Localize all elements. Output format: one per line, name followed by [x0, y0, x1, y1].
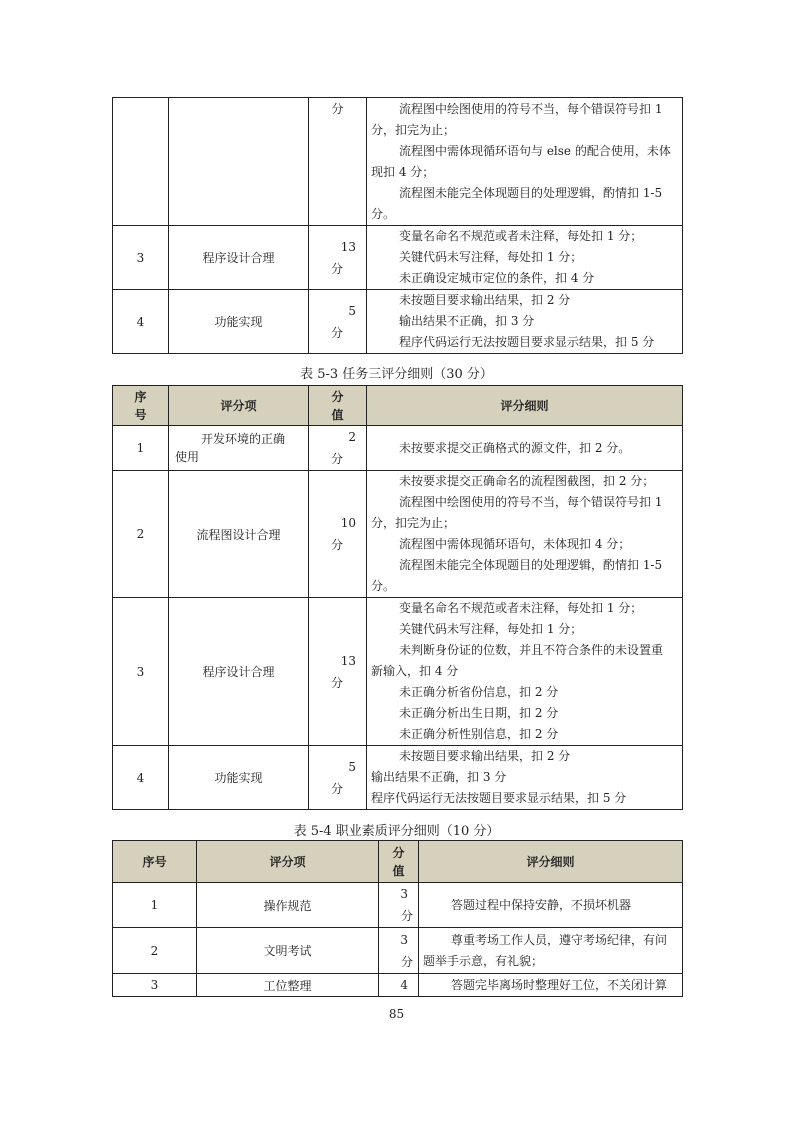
score-number: 13: [340, 653, 356, 668]
score-value: [309, 598, 367, 746]
table-continuation: [112, 97, 683, 354]
scoring-item: 功能实现: [169, 290, 309, 354]
caption-table-5-3: 表 5-3 任务三评分细则（30 分）: [300, 367, 493, 382]
table-5-4-body: [113, 883, 683, 997]
header-item: 评分项: [197, 841, 379, 883]
detail-line: 分。: [371, 579, 396, 593]
header-score: 分 值: [379, 841, 419, 883]
score-unit: 分: [331, 675, 344, 690]
detail-line: 未正确分析性别信息，扣 2 分: [399, 727, 559, 741]
scoring-detail: [367, 426, 683, 471]
scoring-item: 程序设计合理: [169, 598, 309, 746]
score-value: [309, 98, 367, 226]
detail-line: 流程图中绘图使用的符号不当，每个错误符号扣 1: [399, 101, 663, 116]
detail-line: 未判断身份证的位数，并且不符合条件的未设置重: [399, 643, 664, 657]
detail-line: 未正确分析省份信息，扣 2 分: [399, 685, 559, 699]
detail-line: 程序代码运行无法按题目要求显示结果，扣 5 分: [371, 791, 627, 805]
header-item: 评分项: [169, 386, 309, 426]
scoring-detail: [419, 883, 683, 928]
detail-line: 变量名命名不规范或者未注释，每处扣 1 分；: [399, 229, 643, 243]
table-5-3-header: [113, 386, 683, 426]
scoring-detail: [367, 290, 683, 354]
scoring-detail: [367, 98, 683, 226]
detail-line: 未按题目要求输出结果，扣 2 分: [399, 293, 571, 307]
scoring-item-line: 开发环境的正确: [201, 432, 286, 446]
detail-line: 流程图未能完全体现题目的处理逻辑，酌情扣 1-5: [399, 558, 663, 572]
table-row: [113, 226, 683, 290]
row-number: [113, 98, 169, 226]
scoring-item: 工位整理: [197, 974, 379, 997]
score-value: [379, 883, 419, 928]
score-unit: 分: [331, 452, 344, 466]
row-number: 3: [113, 598, 169, 746]
header-score: 分 值: [309, 386, 367, 426]
scoring-detail: [419, 928, 683, 974]
table-row: [113, 974, 683, 997]
detail-line: 未按要求提交正确格式的源文件，扣 2 分。: [399, 440, 631, 455]
caption-table-5-4: 表 5-4 职业素质评分细则（10 分）: [293, 824, 500, 839]
scoring-detail: [367, 226, 683, 290]
detail-line: 流程图中需体现循环语句与 else 的配合使用，未体: [399, 143, 671, 158]
scoring-item: [169, 98, 309, 226]
scoring-item: [169, 426, 309, 471]
scoring-item: 文明考试: [197, 928, 379, 974]
score-number: 2: [348, 430, 356, 444]
detail-line: 流程图中需体现循环语句，未体现扣 4 分；: [399, 537, 631, 551]
table-row: [113, 471, 683, 598]
score-value: [379, 928, 419, 974]
scoring-item: 操作规范: [197, 883, 379, 928]
score-unit: 分: [331, 325, 344, 340]
scoring-item: 流程图设计合理: [169, 471, 309, 598]
detail-line: 答题完毕离场时整理好工位，不关闭计算: [451, 977, 668, 992]
header-detail: 评分细则: [367, 386, 683, 426]
score-value: [379, 974, 419, 997]
scoring-detail: [367, 746, 683, 810]
table-row: [113, 746, 683, 810]
table-row: [113, 290, 683, 354]
detail-line: 尊重考场工作人员，遵守考场纪律，有问: [451, 932, 668, 947]
score-value: [309, 226, 367, 290]
table-5-4: [112, 840, 683, 997]
table-row: [113, 426, 683, 471]
table-row: [113, 98, 683, 226]
detail-line: 程序代码运行无法按题目要求显示结果，扣 5 分: [399, 335, 655, 349]
scoring-detail: [367, 598, 683, 746]
page-number: 85: [388, 1007, 405, 1021]
score-unit: 分: [331, 538, 344, 552]
detail-line: 答题过程中保持安静，不损坏机器: [451, 897, 632, 912]
detail-line: 输出结果不正确，扣 3 分: [399, 314, 535, 328]
score-number: 13: [340, 239, 356, 254]
row-number: 2: [113, 928, 197, 974]
table-5-3-body: [113, 426, 683, 810]
row-number: 2: [113, 471, 169, 598]
scoring-detail: [419, 974, 683, 997]
table-5-3: [112, 385, 683, 810]
detail-line: 关键代码未写注释，每处扣 1 分；: [399, 622, 583, 636]
score-number: 3: [400, 887, 408, 901]
detail-line: 分。: [371, 206, 396, 221]
detail-line: 关键代码未写注释，每处扣 1 分；: [399, 250, 583, 264]
score-number: 5: [348, 303, 356, 318]
score-number: 4: [400, 978, 408, 992]
row-number: 4: [113, 746, 169, 810]
header-no: 序 号: [113, 386, 169, 426]
detail-line: 未正确设定城市定位的条件，扣 4 分: [399, 271, 595, 285]
table-row: [113, 598, 683, 746]
row-number: 1: [113, 426, 169, 471]
score-value: [309, 290, 367, 354]
table-continuation-body: [113, 98, 683, 354]
detail-line: 新输入，扣 4 分: [371, 664, 459, 678]
detail-line: 未正确分析出生日期，扣 2 分: [399, 706, 559, 720]
detail-line: 变量名命名不规范或者未注释，每处扣 1 分；: [399, 601, 643, 615]
detail-line: 流程图中绘图使用的符号不当，每个错误符号扣 1: [399, 495, 663, 509]
score-value: [309, 426, 367, 471]
scoring-item-line: 使用: [175, 450, 200, 464]
detail-line: 未按要求提交正确命名的流程图截图，扣 2 分；: [399, 474, 655, 488]
scoring-detail: [367, 471, 683, 598]
header-detail: 评分细则: [419, 841, 683, 883]
row-number: 3: [113, 974, 197, 997]
score-unit: 分: [401, 954, 414, 969]
score-value: [309, 471, 367, 598]
detail-line: 现扣 4 分；: [371, 164, 435, 179]
table-row: [113, 883, 683, 928]
detail-line: 分，扣完为止；: [371, 122, 456, 137]
score-number: 3: [400, 932, 408, 947]
table-row: [113, 928, 683, 974]
table-5-4-header: [113, 841, 683, 883]
score-number: 5: [348, 759, 356, 774]
score-unit: 分: [331, 102, 344, 116]
detail-line: 输出结果不正确，扣 3 分: [371, 770, 507, 784]
score-value: [309, 746, 367, 810]
header-no: 序号: [113, 841, 197, 883]
detail-line: 分，扣完为止；: [371, 516, 456, 530]
row-number: 1: [113, 883, 197, 928]
detail-line: 流程图未能完全体现题目的处理逻辑，酌情扣 1-5: [399, 185, 663, 200]
score-unit: 分: [331, 781, 344, 796]
detail-line: 题举手示意，有礼貌；: [423, 953, 544, 968]
row-number: 4: [113, 290, 169, 354]
score-unit: 分: [401, 909, 414, 923]
score-number: 10: [340, 516, 356, 530]
detail-line: 未按题目要求输出结果，扣 2 分: [399, 749, 571, 763]
scoring-item: 程序设计合理: [169, 226, 309, 290]
score-unit: 分: [331, 261, 344, 276]
scoring-item: 功能实现: [169, 746, 309, 810]
row-number: 3: [113, 226, 169, 290]
